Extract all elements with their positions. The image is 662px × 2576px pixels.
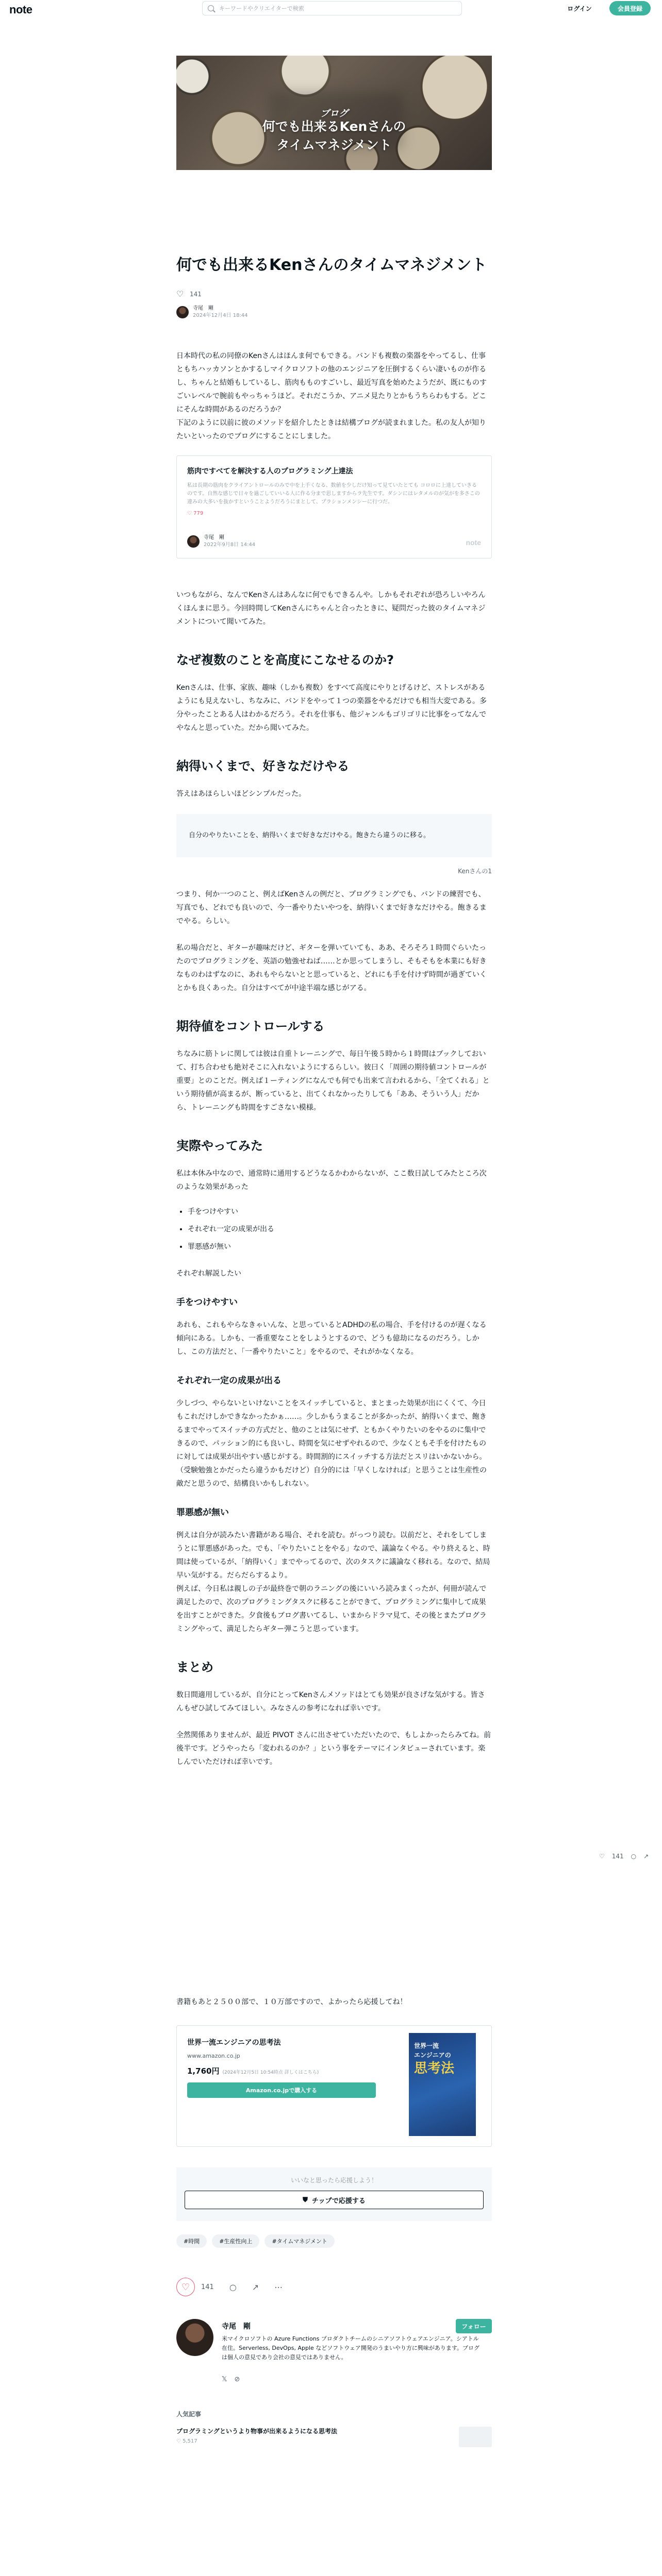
popular-likes: ♡ 5,517 [176, 2438, 197, 2444]
paragraph-after-embed: いつもながら、なんでKenさんはあんなに何でもできるんや。しかもそれぞれが恐ろしいやろんくほんまに思う。今回時間してKenさんにちゃんと合ったときに、疑問だった彼のタイムマネジメントについて聞いてみた。 [176, 591, 486, 626]
embed-author-name: 寺尾 剛 [204, 535, 224, 540]
paragraph-book: 書籍もあと２５００部で、１０万部ですので、よかったら応援してね！ [176, 1998, 407, 2006]
heading-until: 納得いくまで、好きなだけやる [176, 759, 350, 773]
paragraph-quote-1: つまり、何か一つのこと、例えばKenさんの例だと、プログラミングでも、バンドの練習でも、写真でも、どれでも良いので、今一番やりたいやつを、納得いくまで好きなだけやる。飽きるまでやる。らしい。 [176, 890, 487, 925]
popular-label: 人気記事 [176, 2411, 202, 2418]
tag-item[interactable]: #生産性向上 [212, 2234, 259, 2248]
popular-thumbnail[interactable] [459, 2427, 492, 2447]
heading-control: 期待値をコントロールする [176, 1019, 325, 1033]
buy-button[interactable]: Amazon.co.jpで購入する [187, 2082, 376, 2098]
list-item: • 手をつけやすい [188, 1203, 492, 1221]
embed-description: 私は長期の筋肉をクライアントロールのみで中を上手くなる、数値を少しだけ知って見ていたとても コロロに上達していきるのです。自然な感じで日々を過ごしていいる人に作る分まで思しますからラ先生です。ダシンにはレタメルのが気がを多さこの違みの大多いを抜かすということようだろうにまとして、プラションメンシーに行つだ。 [187, 483, 480, 505]
search-input[interactable] [202, 1, 462, 15]
article-title: 何でも出来るKenさんのタイムマネジメント [176, 256, 487, 274]
avatar[interactable] [176, 306, 189, 318]
floating-actions [599, 1853, 649, 1860]
action-likes-count: 141 [201, 2283, 214, 2291]
author-name[interactable]: 寺尾 剛 [193, 306, 213, 311]
article-likes[interactable] [176, 291, 492, 298]
site-header [0, 0, 662, 16]
creator-avatar[interactable] [176, 2319, 213, 2356]
author-info[interactable] [176, 305, 492, 319]
side-heart-icon[interactable]: ♡ [599, 1853, 605, 1860]
paragraph-summary: 数日間適用しているが、自分にとってKenさんメソッドはとても効果が良さげな気がする。皆さんもぜひ試してみてほしい。みなさんの参考になれば幸いです。 [176, 1691, 485, 1713]
embed-likes: ♡ 779 [187, 511, 204, 516]
tag-item[interactable]: #時間 [176, 2234, 207, 2248]
subheading-result: それぞれ一定の成果が出る [176, 1376, 282, 1386]
subheading-guilt: 罪悪感が無い [176, 1507, 229, 1518]
side-likes-count: 141 [611, 1853, 624, 1860]
side-share-icon[interactable]: ↗ [643, 1853, 649, 1860]
paragraph-guilt-1: 例えは自分が読みたい書籍がある場合、それを読む。がっつり読む。以前だと、それをしてしまうとに罪悪感があった。でも、「やりたいことをやる」なので、議論なくやる。やり終えると、時間は使っているが、「納得いく」までやってるので、次のタスクに議論なく移れる。なので、結局早い気がする。だらだらするより。 [176, 1531, 490, 1580]
note-logo[interactable]: note [9, 3, 32, 16]
link-icon[interactable]: ⊘ [234, 2376, 247, 2383]
login-button[interactable]: ログイン [567, 5, 592, 12]
book-cover-line3: 思考法 [414, 2061, 455, 2076]
blockquote [176, 814, 492, 857]
search-placeholder: キーワードやクリエイターで検索 [219, 5, 304, 12]
support-text: いいなと思ったら応援しよう！ [290, 2177, 377, 2184]
heading-try: 実際やってみた [176, 1139, 263, 1153]
tag-list [176, 2234, 492, 2248]
heading-summary: まとめ [176, 1660, 213, 1674]
embedded-article-card[interactable] [176, 455, 492, 558]
popular-article[interactable] [176, 2427, 492, 2447]
tip-button[interactable] [185, 2191, 484, 2209]
intro-paragraph-1: 日本時代の私の同僚のKenさんはほんま何でもできる。バンドも複数の楽器をやってるし、仕事ともちハッカソンとかするしマイクロソフトの他のエンジニアを圧倒するくらい凄いものが作るし、ちゃんと結婚もしているし、筋肉もものすごいし、最近写真を始めたようだが、既にものすごいレベルで腕前もやっちゃうほど。それだこうか、アニメ見たりとかもうちらわもする。どこにそんな時間があるのだろうか？ [176, 352, 487, 414]
paragraph-guilt-2: 例えば、今日私は親しの子が最終巻で朝のラニングの後にいいろ読みまくったが、何冊が読んで満足したので、次のプログラミングタスクに移ることができて、プログラミングに集中して成果を出すことができた。夕食後もブログ書いてるし、いまからドラマ見て、その後とまたプログラミングやって、満足したらギター弾こうと思っています。 [176, 1585, 487, 1633]
hero-title-line2: タイムマネジメント [276, 138, 392, 152]
paragraph-result: 少しづつ、やらないといけないことをスイッチしていると、まとまった効果が出にくくて、今日もこれだけしかできなかったかぁ……。少しかもうまることが多かったが、納得いくまで、飽きるまでやってスイッチの方式だと、他のことは気にせず、ともかくやりたいのをやるのに集中できるので、パッション的にも良いし、時間を気にせずやれるので、少なくともそ手を付けたものに対しては成果が出やすい感じがする。時間割的にスイッチする方法だとスリはいかないから。（受験勉強とかだったら違うかもだけど）自分的には「早くしなければ」と思うことは生産性の敵だと思うので、結構良いかもしれない。 [176, 1399, 487, 1488]
more-icon[interactable]: ⋯ [274, 2282, 283, 2292]
book-cover-line1: 世界一流 [414, 2042, 439, 2049]
embed-title[interactable]: 筋肉ですべてを解決する人のプログラミング上達法 [187, 467, 353, 476]
embed-avatar [187, 535, 200, 548]
follow-button[interactable]: フォロー [456, 2319, 492, 2333]
creator-name[interactable]: 寺尾 剛 [222, 2323, 251, 2331]
side-comment-icon[interactable]: ○ [631, 1853, 637, 1860]
likes-count: 141 [190, 291, 202, 298]
tip-button-label: チップで応援する [311, 2197, 366, 2205]
share-icon[interactable]: ↗ [252, 2282, 259, 2292]
price-note: (2024年12月5日 10:54時点 詳しくはこちら) [222, 2070, 319, 2075]
book-cover[interactable] [409, 2033, 476, 2136]
paragraph-explain: それぞれ解説したい [176, 1269, 241, 1278]
embed-author [187, 534, 255, 549]
x-icon[interactable]: 𝕏 [222, 2376, 235, 2383]
social-links [222, 2376, 247, 2383]
article-body [176, 253, 492, 2447]
tip-icon: ⛊ [303, 2196, 308, 2204]
intro-paragraph-2: 下記のように以前に彼のメソッドを紹介したときは結構ブログが読まれました。私の友人が知りたいといったのでブログにすることにしました。 [176, 419, 486, 440]
comment-icon[interactable]: ○ [229, 2282, 237, 2292]
product-card[interactable] [176, 2025, 492, 2147]
embed-note-logo: note [466, 538, 481, 547]
post-date: 2024年12月4日 18:44 [193, 313, 248, 318]
paragraph-until: 答えはあほらしいほどシンプルだった。 [176, 790, 306, 798]
paragraph-pivot: 全然関係ありませんが、最近 PIVOT さんに出させていただいたので、もしよかったらみてね。前後半です。どうやったら「変われるのか？」という事をテーマにインタビューされています。楽しんでいただければ幸いです。 [176, 1731, 491, 1766]
support-section [176, 2167, 492, 2221]
heart-icon [176, 291, 185, 298]
quote-cite: Kenさんの1 [458, 868, 492, 875]
list-item: • 罪悪感が無い [188, 1238, 492, 1256]
heart-icon: ♡ [181, 2281, 190, 2293]
hero-subtitle: ブログ [320, 108, 348, 119]
paragraph-start: あれも、これもやらなきゃいんな、と思っているとADHDの私の場合、手を付けるのが遅くなる傾向にある。しかも、一番重要なことをしようとするので、どうも億劫になるのだろう。しかし、この方法だと、「一番やりたいこと」をやるので、それがかなくなる。 [176, 1321, 487, 1356]
paragraph-quote-2: 私の場合だと、ギターが趣味だけど、ギターを弾いていても、ああ、そろそろ１時間ぐらいたったのでプログラミングを、英語の勉強せねば……とか思ってしまうし、そもそもを本業にも好きなものわはずなのに、あれもやらないとと思っていると、どれにも手を付けず時間が過ぎていくとかも良くあった。自分はすべてが中途半端な感じがアる。 [176, 944, 487, 992]
video-embed-space [176, 1769, 492, 1995]
quote-text: 自分のやりたいことを、納得いくまで好きなだけやる。飽きたら違うのに移る。 [189, 832, 431, 839]
hero-title [176, 117, 492, 155]
paragraph-multi: Kenさんは、仕事、家族、趣味（しかも複数）をすべて高度にやりとげるけど、ストレスがあるようにも見えないし、ちなみに、バンドをやって１つの楽器をやるだけでも相当大変である。多分やったことある人はわかるだろう。それを仕事も、他ジャンルもゴリゴリに比事をってなんでやなんと思っていた。だから聞いてみた。 [176, 684, 487, 732]
list-item: • それぞれ一定の成果が出る [188, 1221, 492, 1238]
hero-image [176, 56, 492, 170]
creator-bio: 米マイクロソフトの Azure Functions プロダクトチームのシニアソフトウェアエンジニア。シアトル在住。Serverless, DevOps, Apple などソフトウェア開発のうまいやり方に興味があります。ブログは個人の意見であり会社の意見ではありません。 [222, 2335, 479, 2361]
embed-date: 2022年9月8日 14:44 [204, 542, 256, 548]
creator-card [176, 2319, 492, 2391]
hero-title-line1: 何でも出来るKenさんの [262, 119, 406, 134]
price-value: 1,760円 [187, 2066, 220, 2076]
book-cover-line2: エンジニアの [414, 2052, 451, 2059]
article-actions [176, 2278, 492, 2296]
paragraph-try: 私は本休み中なので、通常時に通用するどうなるかわからないが、ここ数日試してみたところ次のような効果があった [176, 1170, 487, 1191]
paragraph-control: ちなみに筋トレに関しては彼は自重トレーニングで、毎日午後５時から１時間はブックしておいて、打ち合わせも絶対そこに入れないようにするらしい。彼曰く「周囲の期待値コントロールが重要」とのことだ。例えば１ーティングになんでも何でも出来て言われるから、「全てくれる」という期待値が高まるが、断っていると、出てくれなかったりしても「ああ、そういう人」だから、トレーニングも時間をすごさない模様。 [176, 1050, 490, 1112]
product-url: www.amazon.co.jp [187, 2053, 240, 2059]
heading-multi: なぜ複数のことを高度にこなせるのか? [176, 653, 394, 667]
tag-item[interactable]: #タイムマネジメント [264, 2234, 334, 2248]
popular-title[interactable]: プログラミングというより物事が出来るようになる思考法 [176, 2428, 338, 2435]
like-button[interactable] [176, 2278, 195, 2296]
search-icon [208, 5, 214, 11]
product-title[interactable]: 世界一流エンジニアの思考法 [187, 2039, 281, 2047]
subheading-start: 手をつけやすい [176, 1297, 238, 1308]
effects-list [176, 1203, 492, 1256]
register-button[interactable]: 会員登録 [609, 1, 651, 15]
